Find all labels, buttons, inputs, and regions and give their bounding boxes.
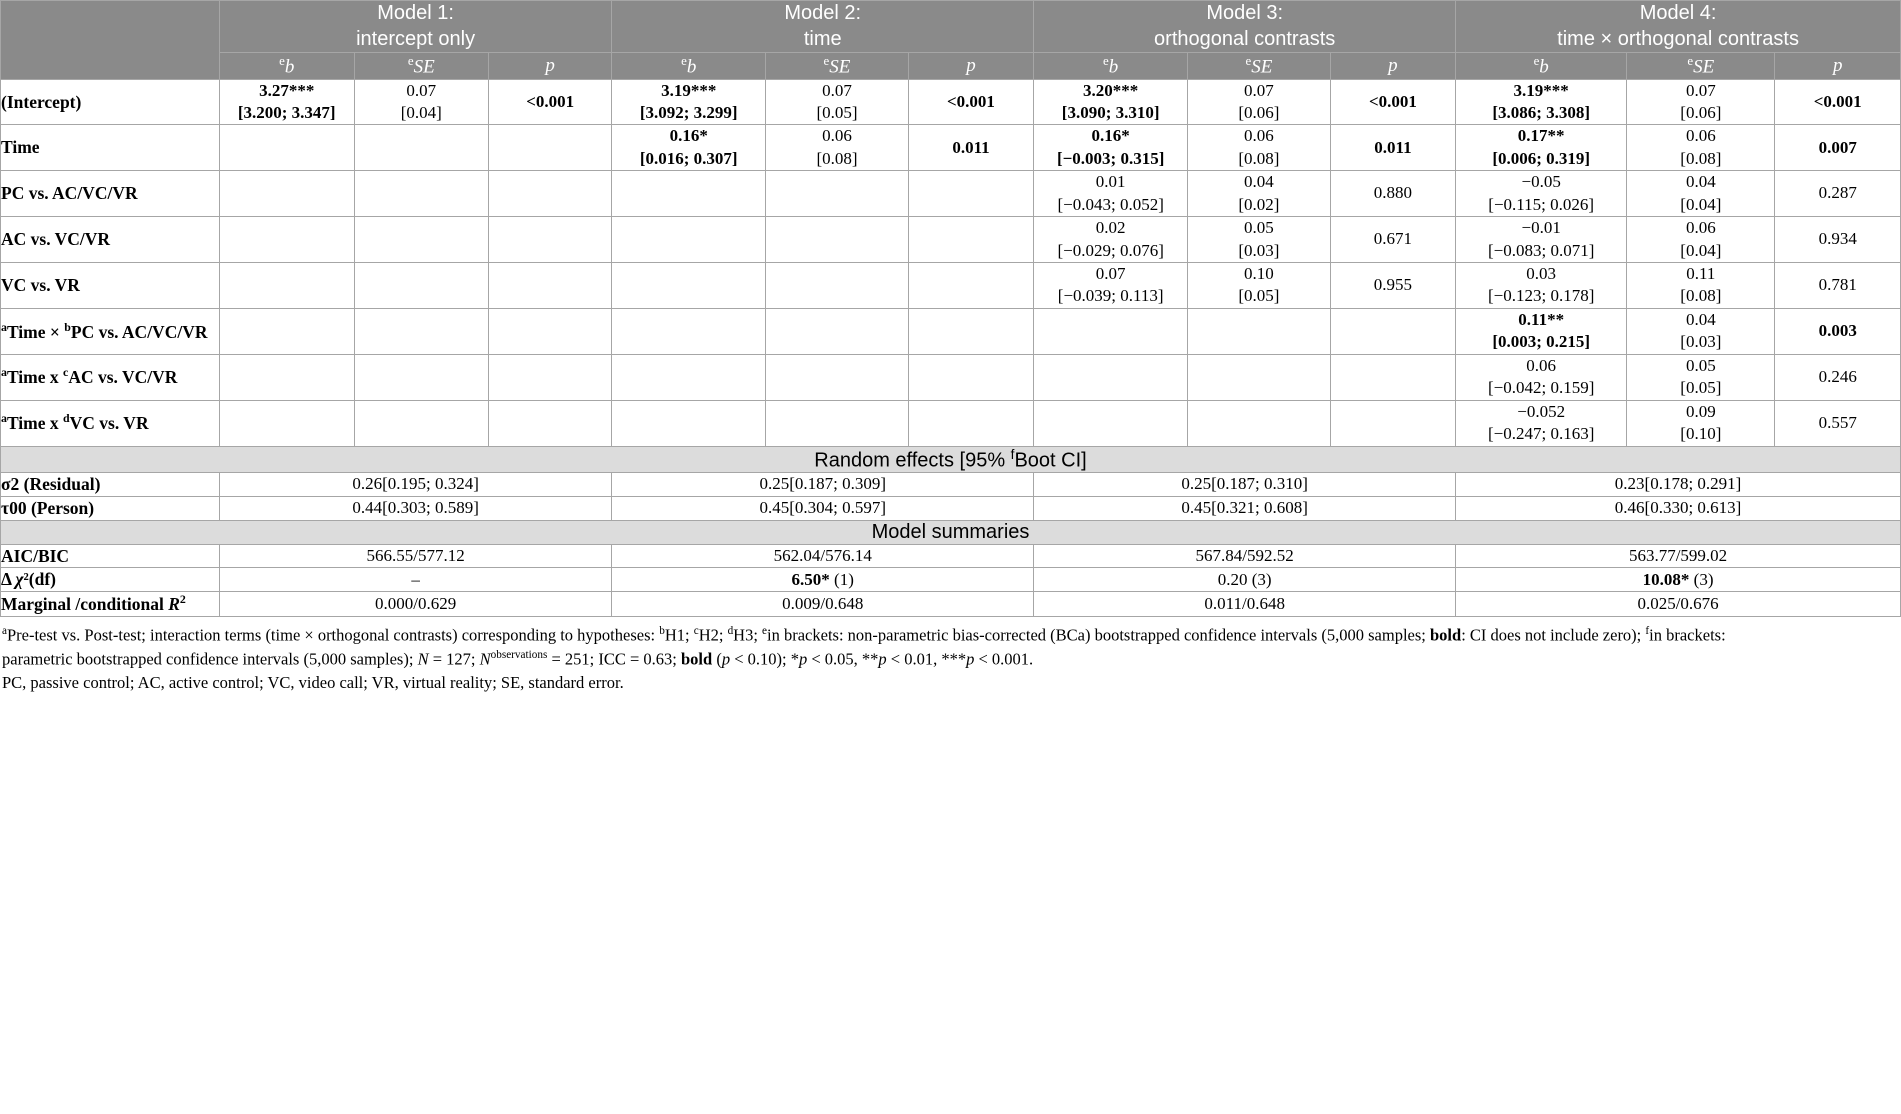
random-effect-label: σ2 (Residual) bbox=[1, 473, 220, 497]
table-header-models-row bbox=[1, 1, 1901, 53]
cell-r2-c6: 0.01 [−0.043; 0.052] bbox=[1034, 171, 1188, 217]
summary-value-m2: 6.50* (1) bbox=[612, 568, 1034, 592]
summary-label: AIC/BIC bbox=[1, 544, 220, 568]
random-effect-value-m3: 0.25[0.187; 0.310] bbox=[1034, 473, 1456, 497]
cell-r6-c6 bbox=[1034, 354, 1188, 400]
table-row bbox=[1, 400, 1901, 446]
cell-r1-c9: 0.17** [0.006; 0.319] bbox=[1456, 125, 1627, 171]
model-3-sub: orthogonal contrasts bbox=[1154, 27, 1336, 50]
cell-r3-c5 bbox=[908, 217, 1033, 263]
random-effect-value-m1: 0.44[0.303; 0.589] bbox=[219, 496, 611, 520]
cell-r4-c2 bbox=[489, 263, 612, 309]
cell-r7-c5 bbox=[908, 400, 1033, 446]
row-label: AC vs. VC/VR bbox=[1, 217, 220, 263]
cell-r6-c7 bbox=[1188, 354, 1331, 400]
cell-r0-c9: 3.19*** [3.086; 3.308] bbox=[1456, 79, 1627, 125]
cell-r3-c6: 0.02 [−0.029; 0.076] bbox=[1034, 217, 1188, 263]
cell-r6-c1 bbox=[354, 354, 489, 400]
cell-r2-c10: 0.04 [0.04] bbox=[1627, 171, 1775, 217]
row-label: $^a$Time x $^d$VC vs. VR bbox=[1, 400, 220, 446]
cell-r7-c1 bbox=[354, 400, 489, 446]
summary-row bbox=[1, 568, 1901, 592]
summary-label: Marginal /conditional $R^2$ bbox=[1, 592, 220, 617]
cell-r4-c4 bbox=[766, 263, 909, 309]
summary-value-m1: 566.55/577.12 bbox=[219, 544, 611, 568]
cell-r3-c0 bbox=[219, 217, 354, 263]
cell-r4-c10: 0.11 [0.08] bbox=[1627, 263, 1775, 309]
header-subcol-3-se: $^e$SE bbox=[1188, 53, 1331, 79]
cell-r1-c7: 0.06 [0.08] bbox=[1188, 125, 1331, 171]
model-2-sub: time bbox=[803, 27, 842, 50]
cell-r6-c3 bbox=[612, 354, 766, 400]
table-row bbox=[1, 125, 1901, 171]
cell-r7-c11: 0.557 bbox=[1775, 400, 1901, 446]
cell-r1-c5: 0.011 bbox=[908, 125, 1033, 171]
cell-r2-c3 bbox=[612, 171, 766, 217]
cell-r6-c11: 0.246 bbox=[1775, 354, 1901, 400]
header-subcol-4-p: p bbox=[1775, 53, 1901, 79]
cell-r3-c8: 0.671 bbox=[1330, 217, 1455, 263]
cell-r7-c4 bbox=[766, 400, 909, 446]
cell-r5-c1 bbox=[354, 308, 489, 354]
random-effect-value-m1: 0.26[0.195; 0.324] bbox=[219, 473, 611, 497]
summary-value-m1: – bbox=[219, 568, 611, 592]
cell-r6-c4 bbox=[766, 354, 909, 400]
cell-r6-c0 bbox=[219, 354, 354, 400]
model-4-name: Model 4: bbox=[1639, 2, 1717, 24]
cell-r6-c10: 0.05 [0.05] bbox=[1627, 354, 1775, 400]
random-effect-value-m3: 0.45[0.321; 0.608] bbox=[1034, 496, 1456, 520]
header-model-3 bbox=[1034, 1, 1456, 53]
random-effect-value-m4: 0.23[0.178; 0.291] bbox=[1456, 473, 1901, 497]
summary-value-m2: 0.009/0.648 bbox=[612, 592, 1034, 617]
footnote-line-2: parametric bootstrapped confidence intervals (5,000 samples); N = 127; $N_{observations} = 251$; ICC = 0.63; bold (p < 0.10); *p < 0.05, **p < 0.01, ***p < 0.001. bbox=[2, 649, 1034, 669]
cell-r0-c10: 0.07 [0.06] bbox=[1627, 79, 1775, 125]
random-effect-label: τ00 (Person) bbox=[1, 496, 220, 520]
table-row bbox=[1, 79, 1901, 125]
cell-r0-c5: <0.001 bbox=[908, 79, 1033, 125]
cell-r1-c6: 0.16* [−0.003; 0.315] bbox=[1034, 125, 1188, 171]
cell-r5-c7 bbox=[1188, 308, 1331, 354]
cell-r0-c4: 0.07 [0.05] bbox=[766, 79, 909, 125]
cell-r7-c9: −0.052 [−0.247; 0.163] bbox=[1456, 400, 1627, 446]
summary-value-m3: 0.20 (3) bbox=[1034, 568, 1456, 592]
cell-r3-c1 bbox=[354, 217, 489, 263]
row-label: $^a$Time x $^c$AC vs. VC/VR bbox=[1, 354, 220, 400]
cell-r0-c7: 0.07 [0.06] bbox=[1188, 79, 1331, 125]
section-random-effects-row bbox=[1, 446, 1901, 473]
footnote-line-1: $^a$Pre-test vs. Post-test; interaction terms (time × orthogonal contrasts) corresponding to hypotheses: $^b$H1; $^c$H2; $^d$H3; $^e$in brackets: non-parametric bias-corrected (BCa) bootstrapped confidence intervals (5,000 samples; bold: CI does not include zero); $^f$in brackets: bbox=[2, 624, 1726, 645]
cell-r2-c1 bbox=[354, 171, 489, 217]
header-model-1 bbox=[219, 1, 611, 53]
cell-r7-c2 bbox=[489, 400, 612, 446]
model-4-sub: time × orthogonal contrasts bbox=[1557, 27, 1799, 50]
cell-r4-c5 bbox=[908, 263, 1033, 309]
cell-r0-c2: <0.001 bbox=[489, 79, 612, 125]
model-1-sub: intercept only bbox=[356, 27, 476, 50]
cell-r5-c5 bbox=[908, 308, 1033, 354]
header-model-4 bbox=[1456, 1, 1901, 53]
cell-r7-c0 bbox=[219, 400, 354, 446]
cell-r2-c5 bbox=[908, 171, 1033, 217]
cell-r5-c4 bbox=[766, 308, 909, 354]
header-subcol-1-p: p bbox=[489, 53, 612, 79]
section-model-summaries-row bbox=[1, 520, 1901, 544]
summary-value-m1: 0.000/0.629 bbox=[219, 592, 611, 617]
row-label: VC vs. VR bbox=[1, 263, 220, 309]
summary-value-m4: 563.77/599.02 bbox=[1456, 544, 1901, 568]
cell-r5-c8 bbox=[1330, 308, 1455, 354]
model-2-name: Model 2: bbox=[784, 2, 862, 24]
summary-value-m2: 562.04/576.14 bbox=[612, 544, 1034, 568]
summary-value-m4: 0.025/0.676 bbox=[1456, 592, 1901, 617]
section-model-summaries-label: Model summaries bbox=[1, 520, 1901, 544]
cell-r2-c9: −0.05 [−0.115; 0.026] bbox=[1456, 171, 1627, 217]
header-subcol-1-se: $^e$SE bbox=[354, 53, 489, 79]
cell-r2-c0 bbox=[219, 171, 354, 217]
cell-r1-c8: 0.011 bbox=[1330, 125, 1455, 171]
cell-r1-c0 bbox=[219, 125, 354, 171]
cell-r4-c6: 0.07 [−0.039; 0.113] bbox=[1034, 263, 1188, 309]
cell-r5-c0 bbox=[219, 308, 354, 354]
random-effect-row bbox=[1, 496, 1901, 520]
cell-r5-c9: 0.11** [0.003; 0.215] bbox=[1456, 308, 1627, 354]
cell-r4-c1 bbox=[354, 263, 489, 309]
summary-value-m4: 10.08* (3) bbox=[1456, 568, 1901, 592]
cell-r7-c10: 0.09 [0.10] bbox=[1627, 400, 1775, 446]
model-3-name: Model 3: bbox=[1206, 2, 1284, 24]
cell-r1-c10: 0.06 [0.08] bbox=[1627, 125, 1775, 171]
cell-r1-c2 bbox=[489, 125, 612, 171]
cell-r4-c8: 0.955 bbox=[1330, 263, 1455, 309]
cell-r2-c7: 0.04 [0.02] bbox=[1188, 171, 1331, 217]
header-subcol-3-p: p bbox=[1330, 53, 1455, 79]
cell-r4-c11: 0.781 bbox=[1775, 263, 1901, 309]
cell-r5-c3 bbox=[612, 308, 766, 354]
cell-r6-c8 bbox=[1330, 354, 1455, 400]
cell-r0-c8: <0.001 bbox=[1330, 79, 1455, 125]
cell-r7-c7 bbox=[1188, 400, 1331, 446]
summary-row bbox=[1, 592, 1901, 617]
header-subcol-4-se: $^e$SE bbox=[1627, 53, 1775, 79]
table-row bbox=[1, 354, 1901, 400]
table-row bbox=[1, 263, 1901, 309]
table-header-subcolumns-row bbox=[1, 53, 1901, 79]
cell-r7-c8 bbox=[1330, 400, 1455, 446]
header-model-2 bbox=[612, 1, 1034, 53]
model-1-name: Model 1: bbox=[377, 2, 454, 24]
cell-r4-c7: 0.10 [0.05] bbox=[1188, 263, 1331, 309]
header-subcol-2-p: p bbox=[908, 53, 1033, 79]
random-effect-value-m2: 0.25[0.187; 0.309] bbox=[612, 473, 1034, 497]
cell-r6-c2 bbox=[489, 354, 612, 400]
row-label: (Intercept) bbox=[1, 79, 220, 125]
header-subcol-1-b: $^e$b bbox=[219, 53, 354, 79]
row-label: PC vs. AC/VC/VR bbox=[1, 171, 220, 217]
cell-r3-c4 bbox=[766, 217, 909, 263]
cell-r0-c1: 0.07 [0.04] bbox=[354, 79, 489, 125]
cell-r1-c3: 0.16* [0.016; 0.307] bbox=[612, 125, 766, 171]
summary-row bbox=[1, 544, 1901, 568]
cell-r6-c5 bbox=[908, 354, 1033, 400]
cell-r1-c1 bbox=[354, 125, 489, 171]
footnote-line-3: PC, passive control; AC, active control; VC, video call; VR, virtual reality; SE, standard error. bbox=[2, 673, 624, 693]
cell-r5-c2 bbox=[489, 308, 612, 354]
cell-r7-c3 bbox=[612, 400, 766, 446]
cell-r2-c2 bbox=[489, 171, 612, 217]
cell-r2-c4 bbox=[766, 171, 909, 217]
row-label: Time bbox=[1, 125, 220, 171]
cell-r0-c0: 3.27*** [3.200; 3.347] bbox=[219, 79, 354, 125]
cell-r4-c3 bbox=[612, 263, 766, 309]
summary-value-m3: 0.011/0.648 bbox=[1034, 592, 1456, 617]
cell-r4-c0 bbox=[219, 263, 354, 309]
header-subcol-4-b: $^e$b bbox=[1456, 53, 1627, 79]
cell-r3-c2 bbox=[489, 217, 612, 263]
cell-r6-c9: 0.06 [−0.042; 0.159] bbox=[1456, 354, 1627, 400]
header-corner-blank bbox=[1, 1, 220, 80]
random-effect-row bbox=[1, 473, 1901, 497]
cell-r3-c9: −0.01 [−0.083; 0.071] bbox=[1456, 217, 1627, 263]
cell-r0-c6: 3.20*** [3.090; 3.310] bbox=[1034, 79, 1188, 125]
cell-r5-c6 bbox=[1034, 308, 1188, 354]
row-label: $^a$Time × $^b$PC vs. AC/VC/VR bbox=[1, 308, 220, 354]
table-footnotes bbox=[0, 617, 1901, 695]
cell-r5-c10: 0.04 [0.03] bbox=[1627, 308, 1775, 354]
header-subcol-3-b: $^e$b bbox=[1034, 53, 1188, 79]
cell-r5-c11: 0.003 bbox=[1775, 308, 1901, 354]
summary-label: Δ χ²(df) bbox=[1, 568, 220, 592]
summary-value-m3: 567.84/592.52 bbox=[1034, 544, 1456, 568]
header-subcol-2-b: $^e$b bbox=[612, 53, 766, 79]
cell-r1-c4: 0.06 [0.08] bbox=[766, 125, 909, 171]
cell-r3-c10: 0.06 [0.04] bbox=[1627, 217, 1775, 263]
cell-r0-c3: 3.19*** [3.092; 3.299] bbox=[612, 79, 766, 125]
table-row bbox=[1, 308, 1901, 354]
table-row bbox=[1, 171, 1901, 217]
cell-r1-c11: 0.007 bbox=[1775, 125, 1901, 171]
header-subcol-2-se: $^e$SE bbox=[766, 53, 909, 79]
cell-r3-c3 bbox=[612, 217, 766, 263]
cell-r3-c7: 0.05 [0.03] bbox=[1188, 217, 1331, 263]
cell-r4-c9: 0.03 [−0.123; 0.178] bbox=[1456, 263, 1627, 309]
cell-r2-c11: 0.287 bbox=[1775, 171, 1901, 217]
cell-r7-c6 bbox=[1034, 400, 1188, 446]
cell-r3-c11: 0.934 bbox=[1775, 217, 1901, 263]
random-effect-value-m2: 0.45[0.304; 0.597] bbox=[612, 496, 1034, 520]
cell-r0-c11: <0.001 bbox=[1775, 79, 1901, 125]
table-row bbox=[1, 217, 1901, 263]
section-random-effects-label: Random effects [95% $^f$Boot CI] bbox=[1, 446, 1901, 473]
cell-r2-c8: 0.880 bbox=[1330, 171, 1455, 217]
random-effect-value-m4: 0.46[0.330; 0.613] bbox=[1456, 496, 1901, 520]
